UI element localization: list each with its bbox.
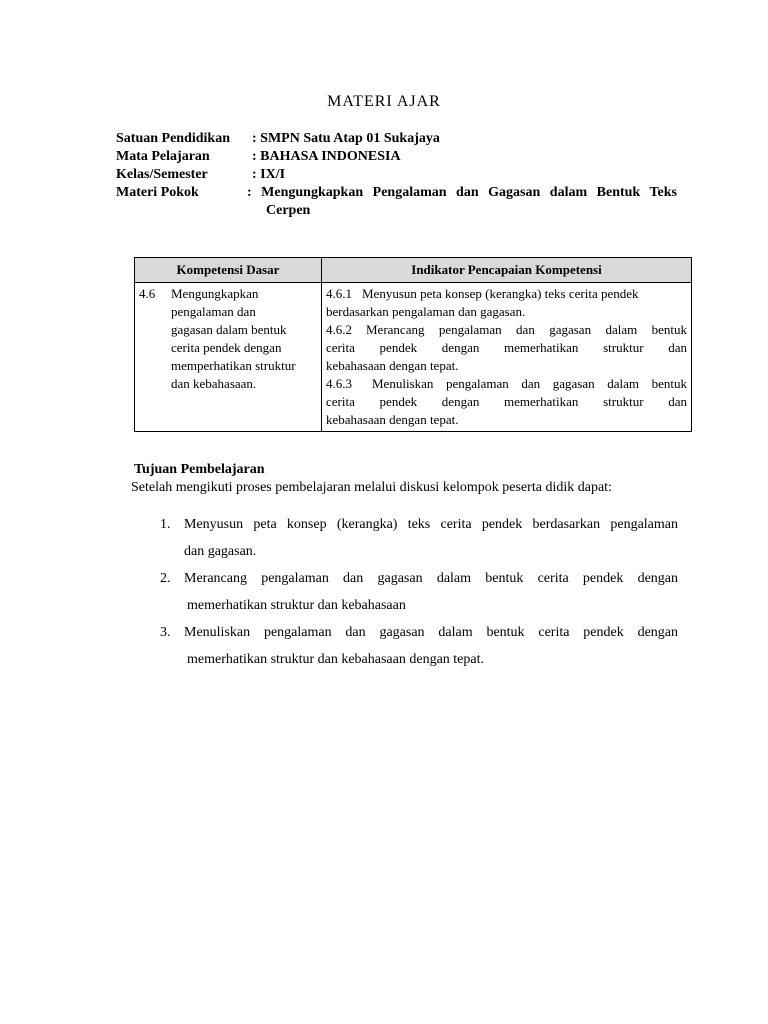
meta-value: : BAHASA INDONESIA — [252, 149, 401, 164]
list-text: Menyusun peta konsep (kerangka) teks cerita pendek berdasarkan pengalaman — [184, 517, 678, 532]
meta-label: Kelas/Semester — [116, 167, 208, 182]
meta-kelas-semester — [116, 166, 286, 184]
indicator-text-cont: kebahasaan dengan tepat. — [326, 412, 459, 427]
list-text: Merancang pengalaman dan gagasan dalam bentuk cerita pendek dengan — [184, 571, 678, 586]
indicator-number: 4.6.2 — [326, 322, 352, 337]
indicator-text-cont: kebahasaan dengan tepat. — [326, 358, 459, 373]
kd-line: memperhatikan struktur — [171, 358, 296, 373]
list-text: Menuliskan pengalaman dan gagasan dalam bentuk cerita pendek dengan — [184, 625, 678, 640]
kd-line: gagasan dalam bentuk — [171, 322, 287, 337]
list-text-cont: memerhatikan struktur dan kebahasaan — [187, 598, 406, 613]
list-item — [160, 565, 678, 619]
header-kompetensi-dasar: Kompetensi Dasar — [135, 258, 322, 283]
list-number: 3. — [160, 625, 171, 640]
header-indikator: Indikator Pencapaian Kompetensi — [322, 258, 692, 283]
table-row — [135, 283, 692, 432]
indicator-text: Merancang pengalaman dan gagasan dalam bentuk — [366, 322, 687, 337]
competency-table — [134, 257, 692, 432]
indicator-text-cont: cerita pendek dengan memerhatikan struktur dan — [326, 394, 687, 409]
meta-materi-pokok — [116, 184, 677, 202]
indicator-cell — [322, 283, 692, 432]
indicator-item — [326, 375, 687, 429]
kd-line: cerita pendek dengan — [171, 340, 282, 355]
meta-mata-pelajaran — [116, 148, 401, 166]
kd-cell — [135, 283, 322, 432]
indicator-text: Menyusun peta konsep (kerangka) teks cerita pendek — [362, 286, 639, 301]
meta-label: Mata Pelajaran — [116, 149, 210, 164]
indicator-text: Menuliskan pengalaman dan gagasan dalam bentuk — [372, 376, 687, 391]
meta-label: Satuan Pendidikan — [116, 131, 230, 146]
indicator-item — [326, 285, 687, 321]
document-title: MATERI AJAR — [327, 93, 441, 110]
meta-value: : Mengungkapkan Pengalaman dan Gagasan dalam Bentuk Teks — [247, 185, 677, 200]
kd-line: pengalaman dan — [171, 304, 256, 319]
meta-satuan-pendidikan — [116, 130, 440, 148]
meta-label: Materi Pokok — [116, 185, 199, 200]
list-text-cont: dan gagasan. — [184, 544, 257, 559]
indicator-text-cont: berdasarkan pengalaman dan gagasan. — [326, 304, 526, 319]
indicator-item — [326, 321, 687, 375]
kd-line: dan kebahasaan. — [171, 376, 257, 391]
tujuan-heading: Tujuan Pembelajaran — [134, 462, 265, 477]
indicator-number: 4.6.3 — [326, 376, 352, 391]
kd-number: 4.6 — [139, 286, 156, 301]
list-text-cont: memerhatikan struktur dan kebahasaan dengan tepat. — [187, 652, 484, 667]
meta-materi-pokok-cont: Cerpen — [266, 203, 311, 218]
kd-line: Mengungkapkan — [171, 286, 259, 301]
meta-value: : IX/I — [252, 167, 286, 182]
kd-text — [171, 285, 296, 393]
meta-value: : SMPN Satu Atap 01 Sukajaya — [252, 131, 440, 146]
indicator-text-cont: cerita pendek dengan memerhatikan struktur dan — [326, 340, 687, 355]
list-number: 1. — [160, 517, 171, 532]
table-header-row — [135, 258, 692, 283]
list-item — [160, 619, 678, 673]
list-number: 2. — [160, 571, 171, 586]
tujuan-intro: Setelah mengikuti proses pembelajaran melalui diskusi kelompok peserta didik dapat: — [131, 480, 612, 495]
indicator-number: 4.6.1 — [326, 286, 352, 301]
list-item — [160, 511, 678, 565]
